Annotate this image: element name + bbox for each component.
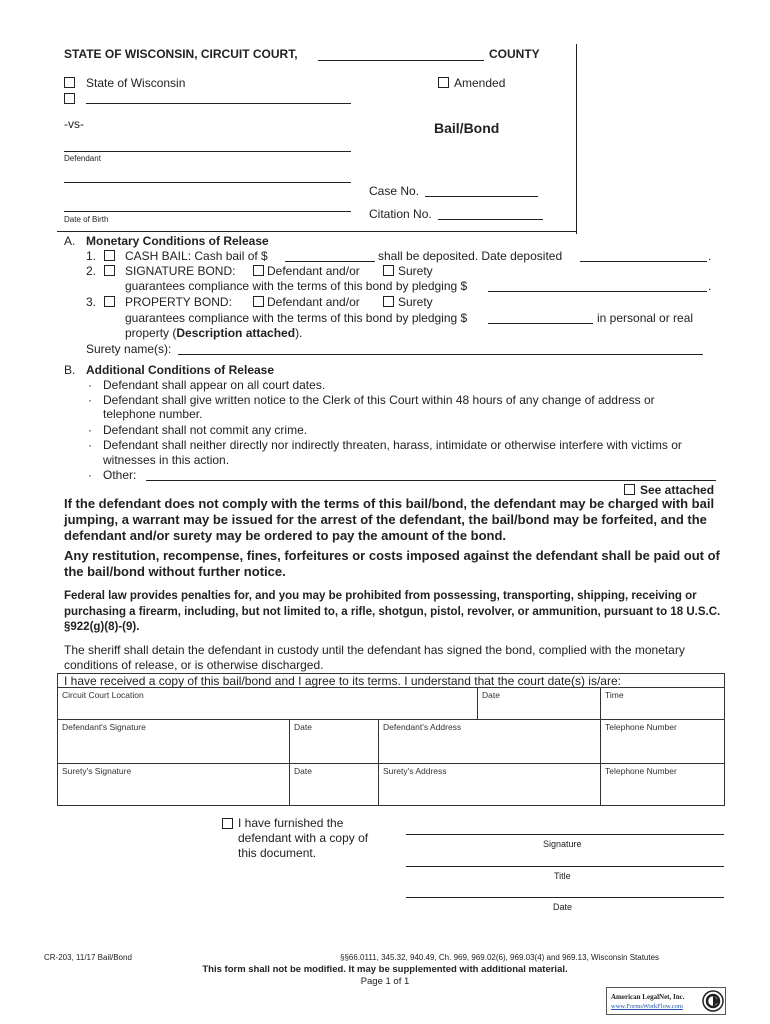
- amended-label: Amended: [454, 76, 506, 90]
- condition-item: witnesses in this action.: [103, 453, 230, 467]
- publisher-name: American LegalNet, Inc.: [611, 993, 685, 1001]
- condition-item: Defendant shall give written notice to the Clerk of this Court within 48 hours of any change of address or: [103, 393, 655, 407]
- date-label: Date: [553, 902, 573, 912]
- surety-date-label: Date: [294, 766, 312, 776]
- header-divider: [576, 44, 577, 234]
- modification-notice: This form shall not be modified. It may be supplemented with additional material.: [202, 964, 568, 975]
- header-bottom-rule: [57, 231, 577, 232]
- surety-signature-cell[interactable]: [57, 763, 290, 806]
- defendant-field[interactable]: [64, 151, 351, 152]
- title-label: Title: [554, 871, 571, 881]
- vs-label: -vs-: [64, 117, 84, 131]
- property-bond-label: PROPERTY BOND:: [125, 295, 232, 309]
- court-time-label: Time: [605, 690, 624, 700]
- form-title: Bail/Bond: [434, 120, 500, 136]
- see-attached-label: See attached: [640, 483, 715, 497]
- signature-bond-label: SIGNATURE BOND:: [125, 264, 236, 278]
- bail-jumping-warning: If the defendant does not comply with the terms of this bail/bond, the defendant may be charged with bail jumping, a warrant may be issued for the arrest of the defendant, the bail/bond may be forfeited, and the defendant and/or surety may be ordered to pay the amount of the bond.: [64, 496, 715, 543]
- firearm-warning: Federal law provides penalties for, and you may be prohibited from possessing, transporting, shipping, receiving or purchasing a firearm, including, but not limited to, a rifle, shotgun, pistol, revolver, or ammunition, pursuant to 18 U.S.C. §922(g)(8)-(9).: [64, 590, 721, 633]
- personal-real-label: in personal or real: [597, 311, 694, 325]
- surety-address-cell[interactable]: [378, 763, 601, 806]
- condition-item: telephone number.: [103, 407, 203, 421]
- sig-guarantee-text: guarantees compliance with the terms of this bond by pledging $: [125, 279, 468, 293]
- def-address-cell[interactable]: [378, 719, 601, 764]
- county-field[interactable]: [318, 60, 484, 61]
- surety-names-label: Surety name(s):: [86, 342, 172, 356]
- condition-item: Defendant shall appear on all court dates.: [103, 378, 326, 392]
- form-id: CR-203, 11/17 Bail/Bond: [44, 953, 132, 962]
- surety-names-field[interactable]: [178, 354, 703, 355]
- prop-surety-checkbox[interactable]: [383, 296, 394, 307]
- date-line[interactable]: [406, 897, 724, 898]
- other-condition-field[interactable]: [146, 480, 716, 481]
- furnished-copy-checkbox[interactable]: [222, 818, 233, 829]
- publisher-badge: [606, 987, 726, 1015]
- circuit-location-cell[interactable]: [57, 687, 478, 720]
- surety-telephone-cell[interactable]: [600, 763, 725, 806]
- citation-no-field[interactable]: [438, 219, 543, 220]
- publisher-url[interactable]: www.FormsWorkFlow.com: [611, 1003, 683, 1010]
- def-address-label: Defendant's Address: [383, 722, 462, 732]
- county-label: COUNTY: [489, 47, 540, 61]
- court-time-cell[interactable]: [600, 687, 725, 720]
- item1-num: 1.: [86, 249, 97, 263]
- prop-defendant-checkbox[interactable]: [253, 296, 264, 307]
- cash-deposit-label: shall be deposited. Date deposited: [378, 249, 563, 263]
- dob-label: Date of Birth: [64, 215, 109, 224]
- section-a-title: Monetary Conditions of Release: [86, 234, 269, 248]
- def-signature-cell[interactable]: [57, 719, 290, 764]
- prop-pledge-amount[interactable]: [488, 323, 593, 324]
- section-b-letter: B.: [64, 363, 76, 377]
- prop-guarantee-text: guarantees compliance with the terms of this bond by pledging $: [125, 311, 468, 325]
- furnished-copy-text: I have furnished the defendant with a copy of this document.: [238, 816, 369, 860]
- signature-line[interactable]: [406, 834, 724, 835]
- defendant-label: Defendant: [64, 154, 101, 163]
- surety-telephone-label: Telephone Number: [605, 766, 677, 776]
- signature-label: Signature: [543, 839, 582, 849]
- surety-signature-label: Surety's Signature: [62, 766, 132, 776]
- other-plaintiff-checkbox[interactable]: [64, 93, 75, 104]
- sig-surety-checkbox[interactable]: [383, 265, 394, 276]
- prop-defendant-label: Defendant and/or: [267, 295, 360, 309]
- def-telephone-cell[interactable]: [600, 719, 725, 764]
- state-label: State of Wisconsin: [86, 76, 186, 90]
- surety-date-cell[interactable]: [289, 763, 379, 806]
- statutes: §§66.0111, 345.32, 940.49, Ch. 969, 969.02(6), 969.03(4) and 969.13, Wisconsin Statutes: [340, 953, 660, 962]
- item3-num: 3.: [86, 295, 97, 309]
- state-checkbox[interactable]: [64, 77, 75, 88]
- section-b-title: Additional Conditions of Release: [86, 363, 275, 377]
- condition-item: Defendant shall neither directly nor indirectly threaten, harass, intimidate or otherwise interfere with victims or: [103, 438, 682, 452]
- def-signature-label: Defendant's Signature: [62, 722, 146, 732]
- signature-bond-checkbox[interactable]: [104, 265, 115, 276]
- def-date-label: Date: [294, 722, 312, 732]
- amended-checkbox[interactable]: [438, 77, 449, 88]
- court-prefix: STATE OF WISCONSIN, CIRCUIT COURT,: [64, 47, 298, 61]
- def-telephone-label: Telephone Number: [605, 722, 677, 732]
- case-no-label: Case No.: [369, 184, 420, 198]
- sig-pledge-amount[interactable]: [488, 291, 707, 292]
- def-date-cell[interactable]: [289, 719, 379, 764]
- sig-defendant-checkbox[interactable]: [253, 265, 264, 276]
- section-a-letter: A.: [64, 234, 76, 248]
- property-description-line: property (Description attached).: [125, 326, 303, 340]
- cash-bail-label: CASH BAIL: Cash bail of $: [125, 249, 268, 263]
- see-attached-checkbox[interactable]: [624, 484, 635, 495]
- property-bond-checkbox[interactable]: [104, 296, 115, 307]
- date-deposited-field[interactable]: [580, 261, 707, 262]
- dob-field[interactable]: [64, 211, 351, 212]
- publisher-logo-icon: [702, 990, 724, 1012]
- sheriff-notice: The sheriff shall detain the defendant in custody until the defendant has signed the bond, complied with the monetary conditions of release, or is otherwise discharged.: [64, 643, 685, 672]
- restitution-warning: Any restitution, recompense, fines, forfeitures or costs imposed against the defendant shall be paid out of the bail/bond without further notice.: [64, 548, 720, 579]
- citation-no-label: Citation No.: [369, 207, 432, 221]
- sig-surety-label: Surety: [398, 264, 433, 278]
- surety-address-label: Surety's Address: [383, 766, 447, 776]
- title-line[interactable]: [406, 866, 724, 867]
- defendant-field-2[interactable]: [64, 182, 351, 183]
- court-date-label: Date: [482, 690, 500, 700]
- other-label: Other:: [103, 468, 137, 482]
- item2-num: 2.: [86, 264, 97, 278]
- sig-defendant-label: Defendant and/or: [267, 264, 360, 278]
- prop-surety-label: Surety: [398, 295, 433, 309]
- cash-bail-checkbox[interactable]: [104, 250, 115, 261]
- table-header: I have received a copy of this bail/bond and I agree to its terms. I understand that the court date(s) is/are:: [64, 674, 621, 688]
- other-plaintiff-field[interactable]: [86, 103, 351, 104]
- cash-bail-amount[interactable]: [285, 261, 375, 262]
- court-date-cell[interactable]: [477, 687, 601, 720]
- condition-item: Defendant shall not commit any crime.: [103, 423, 308, 437]
- case-no-field[interactable]: [425, 196, 538, 197]
- page-number: Page 1 of 1: [360, 976, 410, 987]
- circuit-location-label: Circuit Court Location: [62, 690, 144, 700]
